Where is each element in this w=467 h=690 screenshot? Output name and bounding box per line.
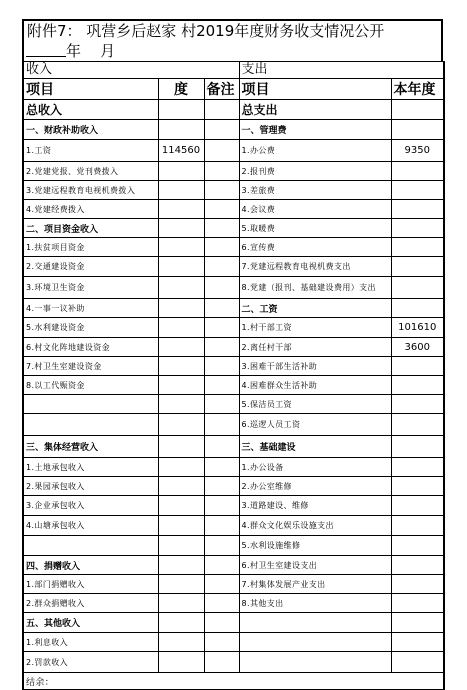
expense-amount: 3600	[391, 338, 444, 357]
income-item: 2.果园承包收入	[23, 477, 158, 496]
header-this-year: 本年度	[391, 79, 444, 100]
income-item: 1.部门捐赠收入	[23, 575, 158, 594]
income-note	[204, 238, 239, 257]
income-note	[204, 277, 239, 299]
year-month-label: 年 月	[66, 42, 116, 60]
income-item: 三、集体经营收入	[23, 436, 158, 458]
table-row	[23, 516, 444, 536]
income-amount	[158, 516, 204, 536]
expense-item: 6.村卫生室建设支出	[239, 556, 391, 575]
year-blank	[26, 41, 66, 57]
table-row	[23, 594, 444, 613]
income-amount	[158, 613, 204, 633]
expense-label: 支出	[239, 62, 444, 79]
expense-amount	[391, 436, 444, 458]
expense-amount	[391, 633, 444, 652]
income-note	[204, 496, 239, 516]
income-item: 5.水利建设资金	[23, 318, 158, 338]
income-amount	[158, 338, 204, 357]
income-note	[204, 318, 239, 338]
table-row	[23, 477, 444, 496]
expense-item	[239, 652, 391, 673]
expense-item	[239, 613, 391, 633]
expense-item: 2.离任村干部	[239, 338, 391, 357]
table-row	[23, 458, 444, 477]
table-row	[23, 140, 444, 162]
income-item: 3.环境卫生资金	[23, 277, 158, 299]
income-note	[204, 652, 239, 673]
table-row	[23, 357, 444, 376]
total-income-amount	[158, 100, 204, 120]
income-item: 1.土地承包收入	[23, 458, 158, 477]
expense-amount	[391, 257, 444, 277]
income-note	[204, 120, 239, 140]
income-note	[204, 436, 239, 458]
income-amount	[158, 238, 204, 257]
income-item: 四、捐赠收入	[23, 556, 158, 575]
expense-item: 7.党建远程教育电视机费支出	[239, 257, 391, 277]
table-row	[23, 219, 444, 238]
income-amount	[158, 120, 204, 140]
expense-item: 7.村集体发展产业支出	[239, 575, 391, 594]
income-item: 1.工资	[23, 140, 158, 162]
income-note	[204, 536, 239, 556]
income-item: 3.企业承包收入	[23, 496, 158, 516]
expense-item: 4.群众文化娱乐设施支出	[239, 516, 391, 536]
total-expense-amount	[391, 100, 444, 120]
table-row	[23, 162, 444, 181]
income-note	[204, 395, 239, 414]
expense-amount	[391, 162, 444, 181]
income-item: 3.党建远程教育电视机费拨入	[23, 181, 158, 200]
expense-amount	[391, 496, 444, 516]
income-item: 8.以工代赈资金	[23, 376, 158, 395]
income-amount	[158, 458, 204, 477]
expense-item: 2.办公室维修	[239, 477, 391, 496]
table-row	[23, 575, 444, 594]
income-amount	[158, 318, 204, 338]
income-note	[204, 613, 239, 633]
expense-item: 4.困难群众生活补助	[239, 376, 391, 395]
income-item: 2.罚款收入	[23, 652, 158, 673]
income-note	[204, 338, 239, 357]
table-row	[23, 257, 444, 277]
income-item: 6.村文化阵地建设资金	[23, 338, 158, 357]
income-amount	[158, 200, 204, 219]
income-item: 2.党建党报、党刊费拨入	[23, 162, 158, 181]
income-amount	[158, 219, 204, 238]
expense-amount	[391, 556, 444, 575]
table-row	[23, 395, 444, 414]
header-item-expense: 项目	[239, 79, 391, 100]
income-item	[23, 395, 158, 414]
expense-item: 3.困难干部生活补助	[239, 357, 391, 376]
expense-amount	[391, 477, 444, 496]
income-item: 4.一事一议补助	[23, 299, 158, 318]
table-row	[23, 556, 444, 575]
expense-amount	[391, 575, 444, 594]
expense-amount	[391, 299, 444, 318]
expense-amount	[391, 652, 444, 673]
income-item	[23, 414, 158, 436]
expense-amount: 101610	[391, 318, 444, 338]
income-item: 五、其他收入	[23, 613, 158, 633]
expense-amount	[391, 536, 444, 556]
expense-item: 二、工资	[239, 299, 391, 318]
expense-item: 4.会议费	[239, 200, 391, 219]
income-note	[204, 200, 239, 219]
income-note	[204, 594, 239, 613]
expense-amount	[391, 414, 444, 436]
expense-amount	[391, 277, 444, 299]
table-row	[23, 436, 444, 458]
expense-item: 6.宣传费	[239, 238, 391, 257]
table-row	[23, 200, 444, 219]
table-row	[23, 120, 444, 140]
table-row	[23, 376, 444, 395]
expense-item	[239, 633, 391, 652]
expense-amount	[391, 376, 444, 395]
table-row	[23, 536, 444, 556]
header-item: 项目	[23, 79, 158, 100]
expense-item: 1.办公费	[239, 140, 391, 162]
income-amount	[158, 395, 204, 414]
expense-amount: 9350	[391, 140, 444, 162]
expense-amount	[391, 219, 444, 238]
income-note	[204, 633, 239, 652]
income-note	[204, 376, 239, 395]
expense-item: 8.其他支出	[239, 594, 391, 613]
income-note	[204, 181, 239, 200]
income-note	[204, 257, 239, 277]
expense-amount	[391, 613, 444, 633]
table-row	[23, 277, 444, 299]
income-amount	[158, 652, 204, 673]
income-amount	[158, 477, 204, 496]
income-item: 7.村卫生室建设资金	[23, 357, 158, 376]
expense-item: 3.道路建设、维修	[239, 496, 391, 516]
table-row	[23, 299, 444, 318]
income-item: 1.利息收入	[23, 633, 158, 652]
table-row	[23, 238, 444, 257]
expense-item: 1.办公设备	[239, 458, 391, 477]
expense-item: 5.水利设施维修	[239, 536, 391, 556]
total-income-note	[204, 100, 239, 120]
expense-amount	[391, 181, 444, 200]
table-row	[23, 613, 444, 633]
income-amount	[158, 556, 204, 575]
income-amount	[158, 536, 204, 556]
total-expense: 总支出	[239, 100, 391, 120]
income-note	[204, 575, 239, 594]
income-amount	[158, 414, 204, 436]
finance-table	[22, 61, 445, 690]
income-amount	[158, 181, 204, 200]
income-item: 一、财政补助收入	[23, 120, 158, 140]
income-amount: 114560	[158, 140, 204, 162]
income-note	[204, 556, 239, 575]
expense-amount	[391, 594, 444, 613]
year-month-line	[22, 41, 443, 61]
total-income: 总收入	[23, 100, 158, 120]
income-note	[204, 140, 239, 162]
expense-item: 3.差旅费	[239, 181, 391, 200]
table-row	[23, 652, 444, 673]
income-amount	[158, 299, 204, 318]
income-item	[23, 536, 158, 556]
table-row	[23, 338, 444, 357]
income-note	[204, 299, 239, 318]
income-note	[204, 477, 239, 496]
income-item: 4.党建经费拨入	[23, 200, 158, 219]
table-row	[23, 181, 444, 200]
income-item: 2.交通建设资金	[23, 257, 158, 277]
income-item: 4.山塘承包收入	[23, 516, 158, 536]
expense-amount	[391, 120, 444, 140]
table-row	[23, 414, 444, 436]
income-note	[204, 162, 239, 181]
expense-amount	[391, 357, 444, 376]
expense-item: 三、基础建设	[239, 436, 391, 458]
expense-item: 一、管理费	[239, 120, 391, 140]
income-amount	[158, 633, 204, 652]
expense-item: 8.党建（报刊、基础建设费用）支出	[239, 277, 391, 299]
balance-label: 结余：	[23, 673, 444, 690]
income-item: 2.群众捐赠收入	[23, 594, 158, 613]
income-note	[204, 357, 239, 376]
expense-amount	[391, 516, 444, 536]
income-amount	[158, 496, 204, 516]
expense-amount	[391, 395, 444, 414]
expense-amount	[391, 458, 444, 477]
expense-amount	[391, 200, 444, 219]
expense-item: 1.村干部工资	[239, 318, 391, 338]
income-item: 二、项目资金收入	[23, 219, 158, 238]
income-amount	[158, 594, 204, 613]
income-note	[204, 516, 239, 536]
income-amount	[158, 357, 204, 376]
income-note	[204, 219, 239, 238]
expense-item: 5.保洁员工资	[239, 395, 391, 414]
income-amount	[158, 436, 204, 458]
table-row	[23, 633, 444, 652]
table-row	[23, 496, 444, 516]
income-note	[204, 414, 239, 436]
income-item: 1.扶贫项目资金	[23, 238, 158, 257]
expense-item: 2.报刊费	[239, 162, 391, 181]
header-note: 备注	[204, 79, 239, 100]
income-amount	[158, 376, 204, 395]
income-amount	[158, 162, 204, 181]
header-degree: 度	[158, 79, 204, 100]
income-amount	[158, 277, 204, 299]
income-amount	[158, 257, 204, 277]
expense-item: 6.巡逻人员工资	[239, 414, 391, 436]
table-row	[23, 318, 444, 338]
document-title: 附件7： 巩营乡后赵家 村2019年度财务收支情况公开	[22, 19, 443, 41]
income-label: 收入	[23, 62, 239, 79]
expense-amount	[391, 238, 444, 257]
expense-item: 5.取暖费	[239, 219, 391, 238]
income-note	[204, 458, 239, 477]
income-amount	[158, 575, 204, 594]
